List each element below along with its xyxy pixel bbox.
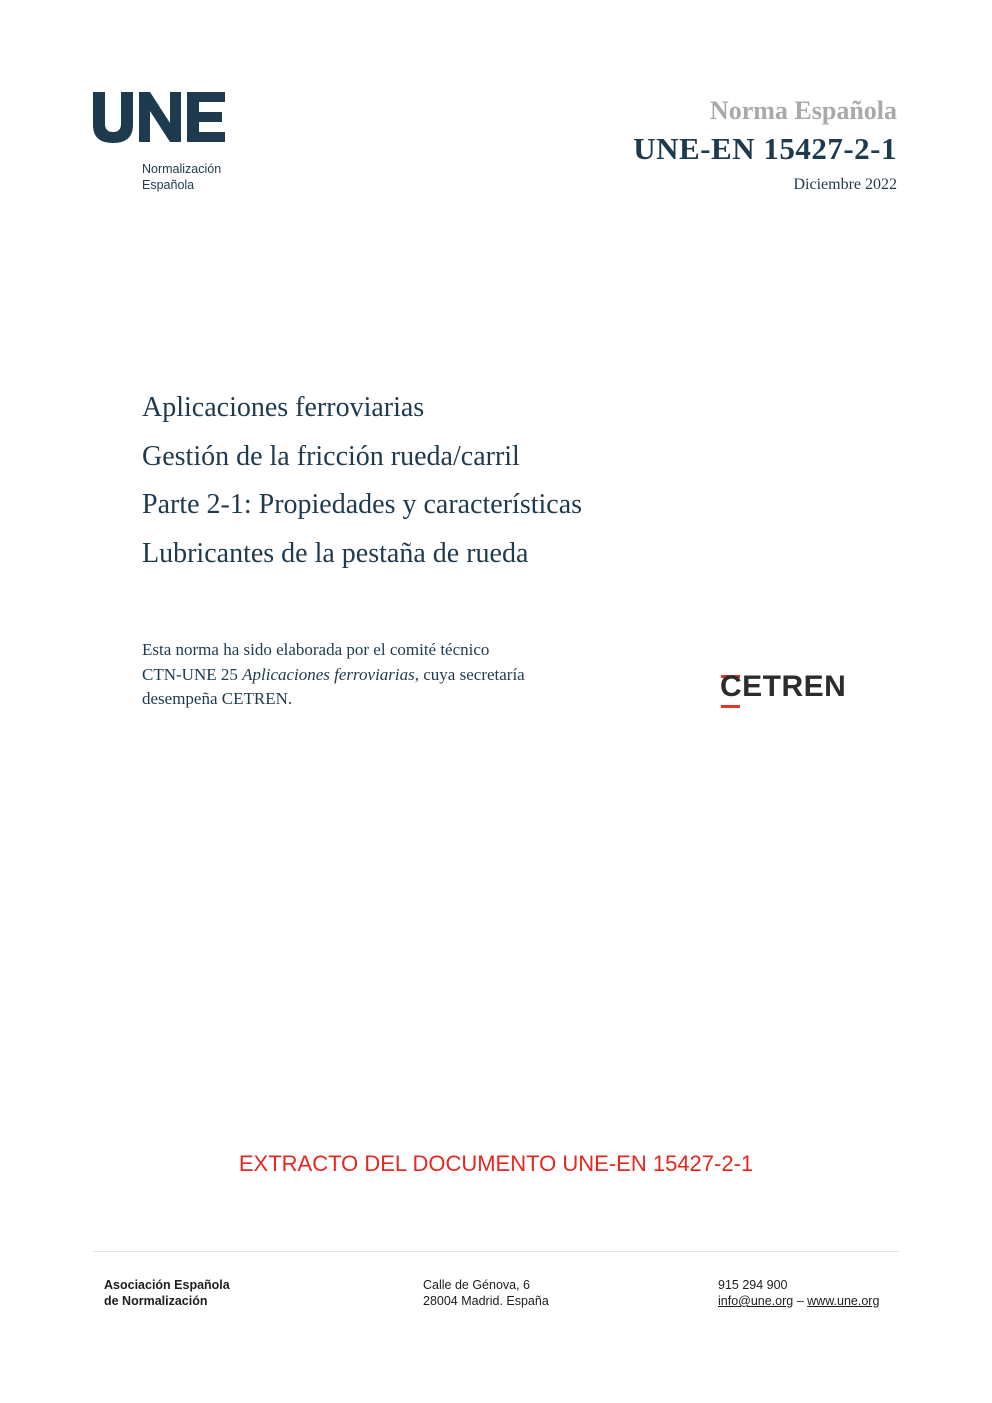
cetren-logo — [720, 670, 865, 710]
footer-address-line-2: 28004 Madrid. España — [423, 1294, 549, 1308]
committee-line-2 — [142, 663, 622, 688]
website-link[interactable]: www.une.org — [807, 1294, 880, 1308]
footer-address — [423, 1277, 549, 1309]
norma-date: Diciembre 2022 — [793, 176, 897, 193]
norma-label: Norma Española — [709, 96, 897, 125]
footer-contact — [718, 1277, 879, 1309]
committee-name: Aplicaciones ferroviarias — [242, 664, 415, 684]
email-link[interactable]: info@une.org — [718, 1294, 794, 1308]
title-line-4: Lubricantes de la pestaña de rueda — [142, 537, 529, 569]
title-line-3: Parte 2-1: Propiedades y características — [142, 489, 583, 520]
committee-statement — [142, 638, 622, 712]
document-titles — [142, 384, 582, 578]
logo-subtitle-line2: Española — [142, 178, 195, 192]
footer-org-line-1: Asociación Española — [104, 1278, 230, 1292]
title-line-1: Aplicaciones ferroviarias — [142, 392, 425, 423]
footer-link-separator: – — [793, 1294, 808, 1308]
footer-divider — [93, 1251, 899, 1252]
logo-subtitle-line1: Normalización — [142, 162, 222, 176]
cetren-accent-bottom — [721, 705, 740, 708]
footer-links — [718, 1293, 879, 1309]
committee-line-2-suffix: , cuya secretaría — [414, 664, 525, 684]
une-logo-mark — [93, 88, 233, 148]
footer-org-line-2: de Normalización — [104, 1294, 208, 1308]
une-logo — [93, 88, 243, 198]
footer-address-line-1: Calle de Génova, 6 — [423, 1278, 531, 1292]
norma-code: UNE-EN 15427-2-1 — [633, 131, 897, 166]
cetren-wordmark: CETREN — [720, 670, 847, 703]
committee-line-1: Esta norma ha sido elaborada por el comité técnico — [142, 640, 490, 659]
title-line-2: Gestión de la fricción rueda/carril — [142, 440, 520, 472]
committee-code: CTN-UNE 25 — [142, 664, 243, 684]
committee-line-3: desempeña CETREN. — [142, 689, 293, 708]
extract-notice: EXTRACTO DEL DOCUMENTO UNE-EN 15427-2-1 — [238, 1151, 754, 1176]
footer-phone: 915 294 900 — [718, 1278, 788, 1292]
footer-organization — [104, 1277, 230, 1309]
